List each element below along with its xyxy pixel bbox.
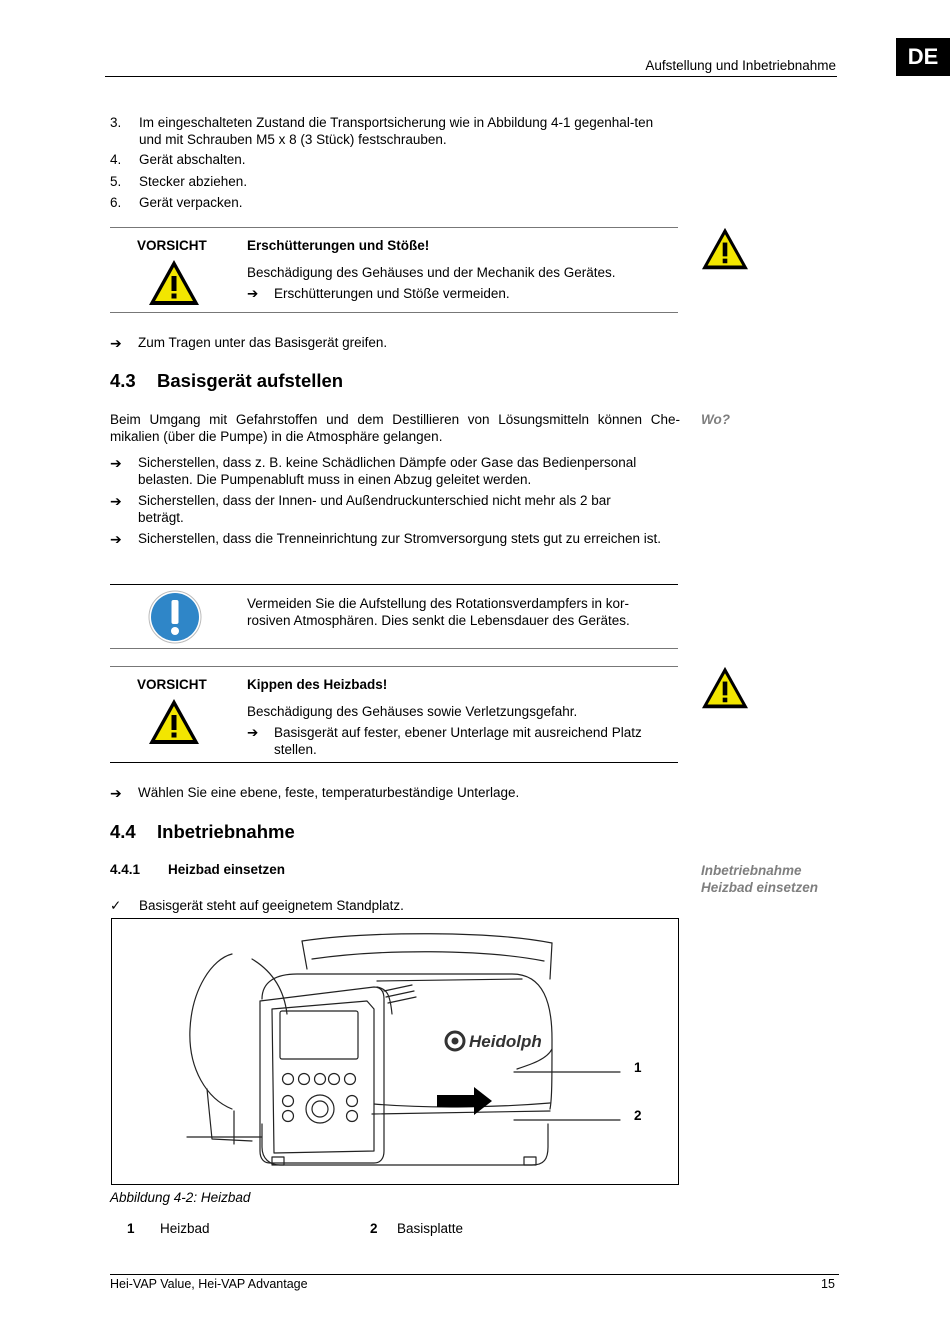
instruction-item xyxy=(110,531,680,548)
footer-product-name: Hei-VAP Value, Hei-VAP Advantage xyxy=(110,1277,308,1291)
caution-label: VORSICHT xyxy=(137,677,207,692)
section-number: 4.4 xyxy=(110,821,136,842)
caution-title: Kippen des Heizbads! xyxy=(247,677,388,692)
legend-label: Heizbad xyxy=(160,1221,210,1236)
figure-frame xyxy=(111,918,679,1185)
legend-number: 1 xyxy=(127,1221,135,1236)
intro-paragraph: Beim Umgang mit Gefahrstoffen und dem Destillieren von Lösungsmitteln können Che-mikalien (über die Pumpe) in die Atmosphäre gelangen. xyxy=(110,412,680,444)
arrow-bullet-icon: ➔ xyxy=(110,493,122,509)
arrow-bullet-icon: ➔ xyxy=(247,286,259,301)
header-rule xyxy=(105,76,837,77)
margin-note-line: Inbetriebnahme xyxy=(701,863,802,878)
brand-logo xyxy=(446,1032,542,1051)
mandatory-notice-icon xyxy=(148,590,202,644)
caution-description: Beschädigung des Gehäuses sowie Verletzungsgefahr. xyxy=(247,704,578,719)
step-number: 4. xyxy=(110,152,122,167)
instruction-text: Sicherstellen, dass z. B. keine Schädlichen Dämpfe oder Gase das Bedienpersonal belasten. Die Pumpenabluft muss in einen Abzug geleitet werden. xyxy=(138,455,637,487)
step-number: 6. xyxy=(110,195,122,210)
caution-top-rule xyxy=(110,666,678,667)
svg-text:Heidolph: Heidolph xyxy=(469,1032,542,1051)
step-text: Gerät verpacken. xyxy=(139,195,243,210)
notice-text: Vermeiden Sie die Aufstellung des Rotationsverdampfers in kor-rosiven Atmosphären. Dies senkt die Lebensdauer des Gerätes. xyxy=(247,596,630,628)
instruction-text: Sicherstellen, dass die Trenneinrichtung zur Stromversorgung stets gut zu erreichen ist. xyxy=(138,531,662,546)
instruction-text: Zum Tragen unter das Basisgerät greifen. xyxy=(138,335,388,350)
legend-label: Basisplatte xyxy=(397,1221,464,1236)
step-item xyxy=(110,115,680,148)
margin-note: Wo? xyxy=(701,412,730,427)
running-header-title: Aufstellung und Inbetriebnahme xyxy=(645,58,836,73)
caution-action: Basisgerät auf fester, ebener Unterlage mit ausreichend Platz stellen. xyxy=(274,725,642,757)
section-title: Inbetriebnahme xyxy=(157,821,295,842)
notice-bottom-rule xyxy=(110,648,678,649)
warning-triangle-icon xyxy=(147,258,201,308)
insertion-arrow-icon xyxy=(437,1087,492,1115)
page-number: 15 xyxy=(821,1277,835,1291)
arrow-bullet-icon: ➔ xyxy=(110,455,122,471)
caution-description: Beschädigung des Gehäuses und der Mechanik des Gerätes. xyxy=(247,265,616,280)
arrow-bullet-icon: ➔ xyxy=(110,785,122,801)
notice-top-rule xyxy=(110,584,678,585)
margin-note xyxy=(701,862,818,896)
step-item xyxy=(110,195,680,212)
margin-note-line: Heizbad einsetzen xyxy=(701,880,819,895)
caution-bottom-rule xyxy=(110,762,678,763)
legend-number: 2 xyxy=(370,1221,378,1236)
precondition-text: Basisgerät steht auf geeignetem Standplatz. xyxy=(139,898,404,913)
step-item xyxy=(110,174,680,191)
arrow-bullet-icon: ➔ xyxy=(247,725,259,740)
heating-bath-illustration xyxy=(112,919,678,1184)
section-number: 4.3 xyxy=(110,370,136,391)
caution-action: Erschütterungen und Stöße vermeiden. xyxy=(274,286,510,301)
arrow-bullet-icon: ➔ xyxy=(110,335,122,351)
warning-triangle-icon xyxy=(700,226,750,272)
instruction-text: Wählen Sie eine ebene, feste, temperaturbeständige Unterlage. xyxy=(138,785,520,800)
arrow-bullet-icon: ➔ xyxy=(110,531,122,547)
instruction-item xyxy=(110,785,680,802)
caution-top-rule xyxy=(110,227,678,228)
step-number: 3. xyxy=(110,115,122,130)
footer-rule xyxy=(110,1274,839,1275)
instruction-item xyxy=(110,455,680,488)
instruction-item xyxy=(110,335,680,352)
figure-callout: 1 xyxy=(634,1060,642,1075)
caution-label: VORSICHT xyxy=(137,238,207,253)
figure-callout: 2 xyxy=(634,1108,642,1123)
step-number: 5. xyxy=(110,174,122,189)
caution-title: Erschütterungen und Stöße! xyxy=(247,238,430,253)
warning-triangle-icon xyxy=(700,665,750,711)
instruction-item xyxy=(110,493,680,526)
instruction-text: Sicherstellen, dass der Innen- und Außendruckunterschied nicht mehr als 2 bar beträgt. xyxy=(138,493,611,525)
warning-triangle-icon xyxy=(147,697,201,747)
checkmark-icon: ✓ xyxy=(110,898,122,913)
figure-caption: Abbildung 4-2: Heizbad xyxy=(110,1190,251,1205)
caution-bottom-rule xyxy=(110,312,678,313)
section-title: Basisgerät aufstellen xyxy=(157,370,344,391)
subsection-number: 4.4.1 xyxy=(110,862,141,877)
step-item xyxy=(110,152,680,169)
precondition-item xyxy=(110,898,680,915)
subsection-title: Heizbad einsetzen xyxy=(168,862,286,877)
step-text: Gerät abschalten. xyxy=(139,152,246,167)
step-text: Im eingeschalteten Zustand die Transportsicherung wie in Abbildung 4-1 gegenhal-ten und mit Schrauben M5 x 8 (3 Stück) festschrauben. xyxy=(139,115,654,147)
language-badge: DE xyxy=(896,38,950,76)
step-text: Stecker abziehen. xyxy=(139,174,248,189)
